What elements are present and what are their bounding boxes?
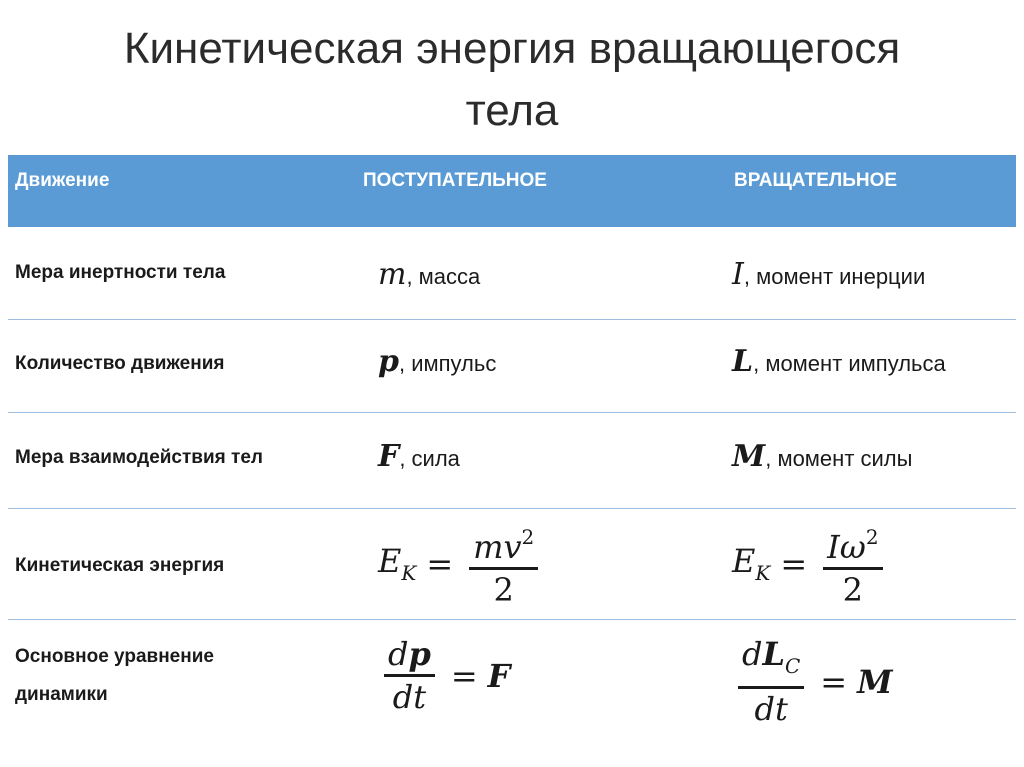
slide-title: [0, 18, 1024, 142]
fraction-denominator: dt: [754, 690, 788, 728]
inertia-moment-description: , момент инерции: [743, 264, 926, 289]
force-description: , сила: [399, 446, 460, 471]
fraction-denominator: 2: [493, 571, 514, 609]
table-row-inertia: [8, 227, 1016, 320]
header-translational: ПОСТУПАТЕЛЬНОЕ: [363, 170, 547, 191]
table-row-interaction: [8, 413, 1016, 509]
inertia-moment-symbol: I: [732, 257, 744, 292]
fraction-numerator: $I\omega^2$: [827, 525, 879, 566]
table-header-row: [8, 155, 1016, 227]
rotational-cell: [732, 344, 946, 379]
force-symbol: F: [378, 439, 400, 474]
row-label: Кинетическая энергия: [15, 555, 225, 576]
rotational-kinetic-energy-formula: [732, 517, 889, 610]
header-motion: Движение: [15, 170, 110, 191]
row-label: Мера взаимодействия тел: [15, 447, 263, 468]
translational-dynamics-formula: [378, 634, 510, 717]
fraction: [823, 517, 882, 610]
energy-symbol: $E_K$: [378, 542, 417, 585]
rotational-dynamics-formula: [732, 634, 893, 729]
fraction-denominator: 2: [842, 571, 864, 609]
table-row-kinetic-energy: [8, 509, 1016, 620]
fraction-numerator: $mv^2$: [473, 525, 535, 566]
table-row-momentum: [8, 320, 1016, 413]
torque-description: , момент силы: [765, 446, 913, 471]
row-label: Количество движения: [15, 353, 225, 374]
momentum-symbol: p: [378, 344, 399, 379]
row-label: Основное уравнение динамики: [15, 646, 214, 705]
table-row-dynamics-equation: [8, 620, 1016, 750]
angular-momentum-symbol: L: [732, 344, 754, 379]
rotational-cell: [732, 257, 925, 292]
torque-symbol: M: [732, 439, 766, 474]
translational-kinetic-energy-formula: [378, 517, 544, 610]
fraction: [469, 517, 538, 610]
equals-sign: =: [426, 544, 454, 583]
fraction-numerator: dp: [388, 635, 431, 673]
row-label: Мера инертности тела: [15, 262, 226, 283]
mass-symbol: m: [378, 257, 407, 292]
momentum-description: , импульс: [398, 351, 497, 376]
mass-description: , масса: [406, 264, 481, 289]
translational-cell: [378, 257, 480, 292]
angular-momentum-description: , момент импульса: [753, 351, 946, 376]
translational-cell: [378, 344, 496, 379]
comparison-table: [8, 155, 1016, 750]
fraction-numerator: $dL_C$: [742, 635, 801, 678]
equals-sign: =: [450, 656, 478, 695]
force-symbol: F: [487, 656, 511, 695]
fraction-denominator: dt: [392, 678, 427, 716]
derivative-fraction: [384, 634, 435, 717]
torque-symbol: M: [857, 662, 893, 701]
slide-title-line-2: тела: [465, 86, 559, 135]
slide-title-line-1: Кинетическая энергия вращающегося: [123, 24, 901, 73]
equals-sign: =: [820, 662, 848, 701]
header-rotational: ВРАЩАТЕЛЬНОЕ: [734, 170, 898, 191]
energy-symbol: $E_K$: [732, 542, 771, 585]
equals-sign: =: [780, 544, 808, 583]
rotational-cell: [732, 439, 912, 474]
derivative-fraction: [738, 634, 804, 729]
translational-cell: [378, 439, 460, 474]
